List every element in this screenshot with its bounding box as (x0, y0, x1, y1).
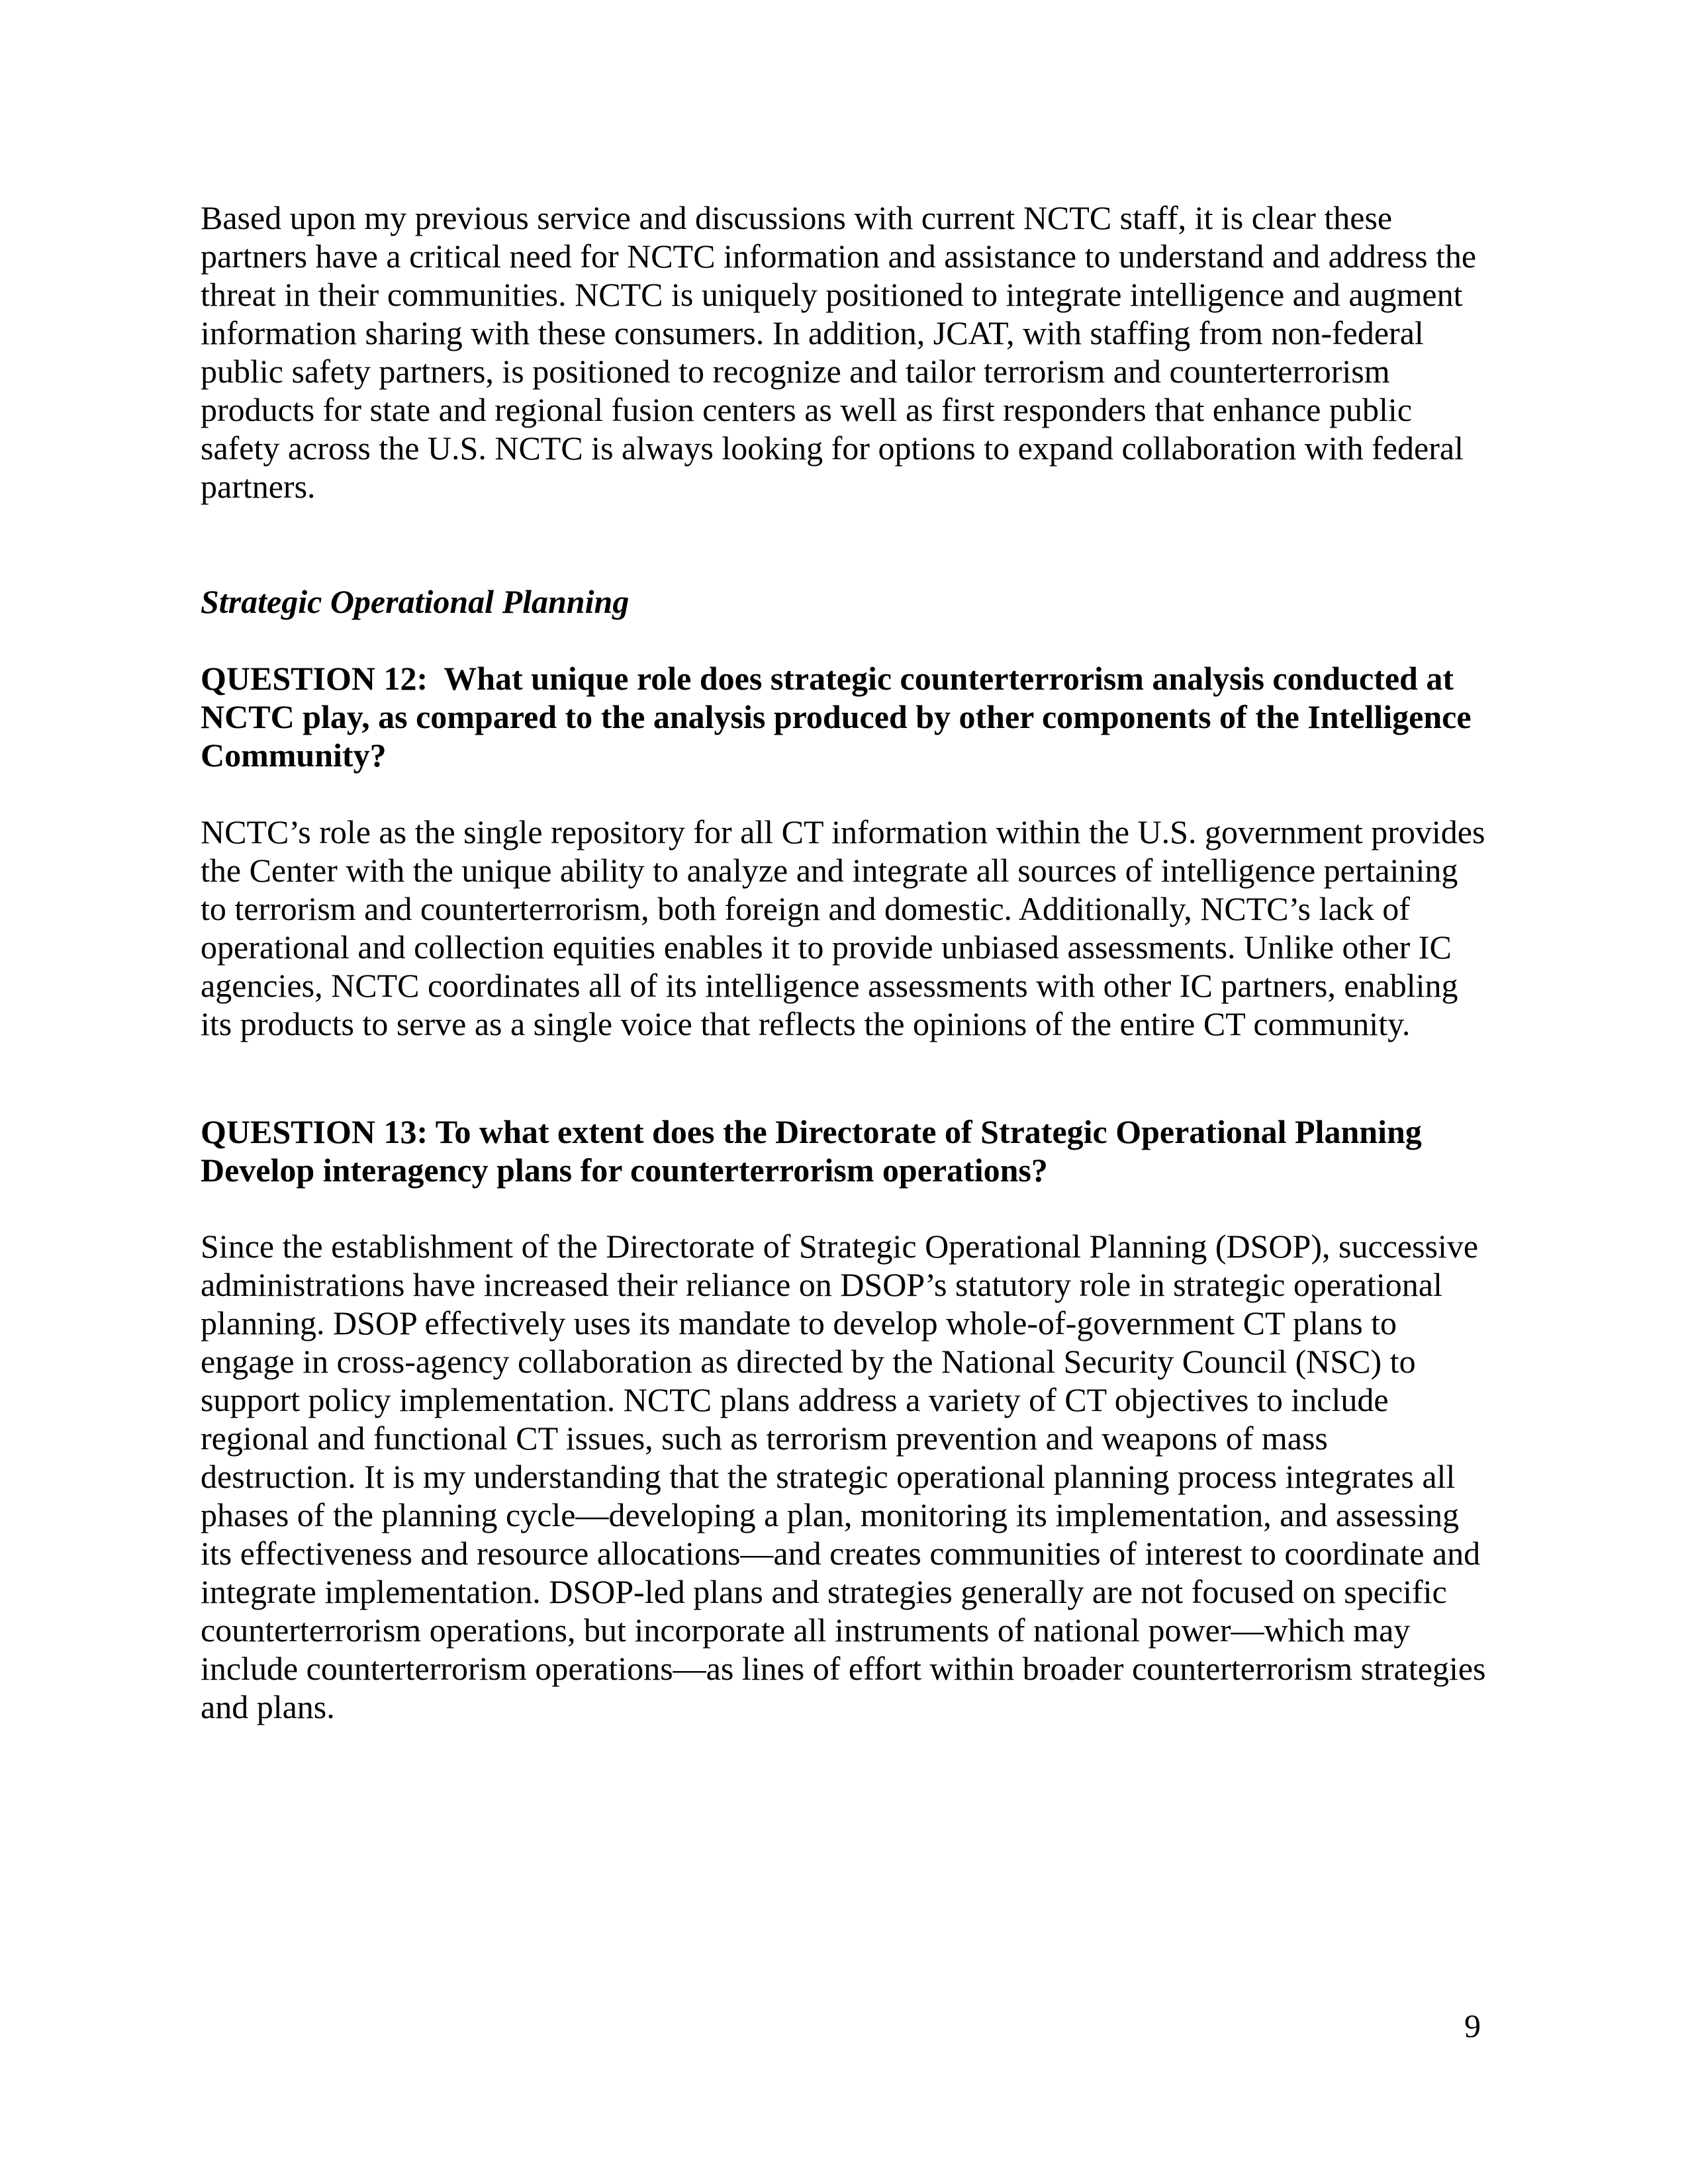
answer-13-paragraph: Since the establishment of the Directorate of Strategic Operational Planning (DSOP), successive administrations have increased their reliance on DSOP’s statutory role in strategic operational planning. DSOP effectively uses its mandate to develop whole-of-government CT plans to engage in cross-agency collaboration as directed by the National Security Council (NSC) to support policy implementation. NCTC plans address a variety of CT objectives to include regional and functional CT issues, such as terrorism prevention and weapons of mass destruction. It is my understanding that the strategic operational planning process integrates all phases of the planning cycle—developing a plan, monitoring its implementation, and assessing its effectiveness and resource allocations—and creates communities of interest to coordinate and integrate implementation. DSOP-led plans and strategies generally are not focused on specific counterterrorism operations, but incorporate all instruments of national power—which may include counterterrorism operations—as lines of effort within broader counterterrorism strategies and plans. (201, 1228, 1495, 1725)
answer-12-paragraph: NCTC’s role as the single repository for all CT information within the U.S. government provides the Center with the unique ability to analyze and integrate all sources of intelligence pertaining to terrorism and counterterrorism, both foreign and domestic. Additionally, NCTC’s lack of operational and collection equities enables it to provide unbiased assessments. Unlike other IC agencies, NCTC coordinates all of its intelligence assessments with other IC partners, enabling its products to serve as a single voice that reflects the opinions of the entire CT community. (201, 813, 1493, 1042)
intro-paragraph: Based upon my previous service and discussions with current NCTC staff, it is clear these partners have a critical need for NCTC information and assistance to understand and address the threat in their communities. NCTC is uniquely positioned to integrate intelligence and augment information sharing with these consumers. In addition, JCAT, with staffing from non-federal public safety partners, is positioned to recognize and tailor terrorism and counterterrorism products for state and regional fusion centers as well as first responders that enhance public safety across the U.S. NCTC is always looking for options to expand collaboration with federal partners. (201, 199, 1485, 505)
question-12: QUESTION 12: What unique role does strategic counterterrorism analysis conducted at NCTC play, as compared to the analysis produced by other components of the Intelligence Community? (201, 660, 1480, 774)
page-number: 9 (1464, 2007, 1481, 2044)
question-13: QUESTION 13: To what extent does the Directorate of Strategic Operational Planning Develop interagency plans for counterterrorism operations? (201, 1113, 1430, 1189)
section-heading: Strategic Operational Planning (201, 583, 630, 620)
